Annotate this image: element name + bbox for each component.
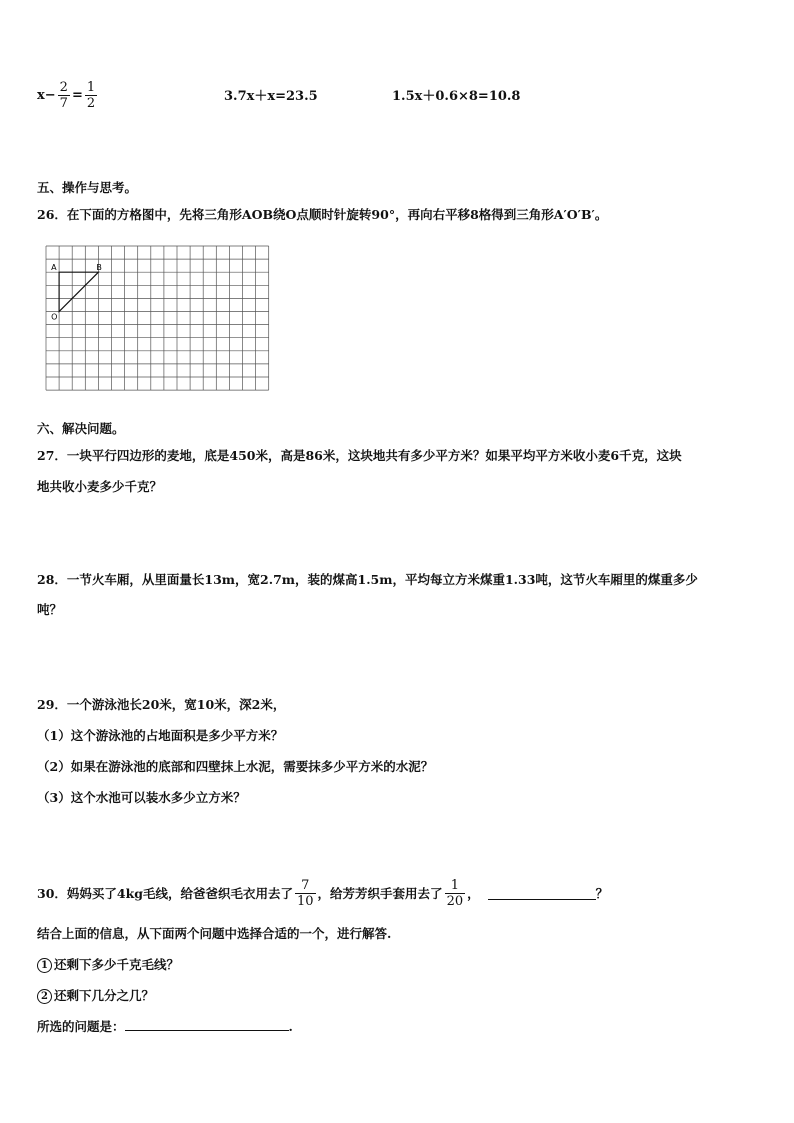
equation-2: 3.7x＋x=23.5 [224,89,318,104]
option-2 [37,987,154,1005]
q30-fraction-2 [445,878,466,909]
chosen-question-blank[interactable] [125,1018,289,1031]
equation-1 [37,80,99,111]
chosen-question-period: . [288,1019,293,1034]
question-30-instruction: 结合上面的信息，从下面两个问题中选择合适的一个，进行解答. [37,926,392,941]
option-1-marker: 1 [37,958,52,973]
eq1-f2-denominator: 2 [86,96,96,111]
option-2-text: 还剩下几分之几？ [54,988,155,1003]
eq1-f1-numerator: 2 [59,80,68,95]
question-28-line-1: 28．一节火车厢，从里面量长13m，宽2.7m，装的煤高1.5m，平均每立方米煤重1.33吨，这节火车厢里的煤重多少 [37,572,698,587]
chosen-question-label: 所选的问题是： [37,1019,125,1034]
question-29-part-3: （3）这个水池可以装水多少立方米？ [37,790,246,805]
q30-f1-numerator: 7 [301,878,310,893]
section-6-heading: 六、解决问题。 [37,421,125,436]
chosen-question-line [37,1018,293,1036]
q30-answer-blank[interactable] [488,887,596,900]
eq1-variable: x [37,88,45,103]
q30-f2-denominator: 20 [446,894,464,909]
q30-f1-denominator: 10 [297,894,314,909]
eq1-minus: − [44,88,56,103]
option-2-marker: 2 [37,989,52,1004]
eq1-f1-denominator: 7 [59,96,68,111]
eq1-fraction-2 [85,80,97,111]
equation-3: 1.5x＋0.6×8=10.8 [392,89,521,104]
label-a: A [51,263,57,273]
q30-f2-numerator: 1 [450,878,459,893]
question-26: 26．在下面的方格图中，先将三角形AOB绕O点顺时针旋转90°，再向右平移8格得到三角形A′O′B′。 [37,207,608,222]
question-29-part-1: （1）这个游泳池的占地面积是多少平方米？ [37,728,284,743]
question-29: 29．一个游泳池长20米，宽10米，深2米， [37,697,286,712]
option-1-text: 还剩下多少千克毛线？ [54,957,180,972]
triangle-aob [59,272,98,311]
question-27-line-1: 27．一块平行四边形的麦地，底是450米，高是86米，这块地共有多少平方米？如果平均平方米收小麦6千克，这块 [37,448,682,463]
question-30 [37,878,608,909]
q30-fraction-1 [295,878,316,909]
grid-figure [40,240,280,404]
question-28-line-2: 吨？ [37,602,63,617]
q30-text-1: 30．妈妈买了4kg毛线，给爸爸织毛衣用去了 [37,885,293,901]
eq1-fraction-1 [58,80,70,111]
eq1-f2-numerator: 1 [86,80,96,95]
label-o: O [51,312,58,322]
label-b: B [96,263,102,273]
q30-question-mark: ？ [595,885,609,901]
section-5-heading: 五、操作与思考。 [37,180,138,195]
q30-text-2: ，给芳芳织手套用去了 [317,885,443,901]
eq1-equals: = [71,88,83,103]
question-27-line-2: 地共收小麦多少千克？ [37,479,163,494]
option-1 [37,956,179,974]
grid-lines [46,246,269,390]
q30-text-3: ， [467,885,480,901]
question-29-part-2: （2）如果在游泳池的底部和四壁抹上水泥，需要抹多少平方米的水泥？ [37,759,434,774]
